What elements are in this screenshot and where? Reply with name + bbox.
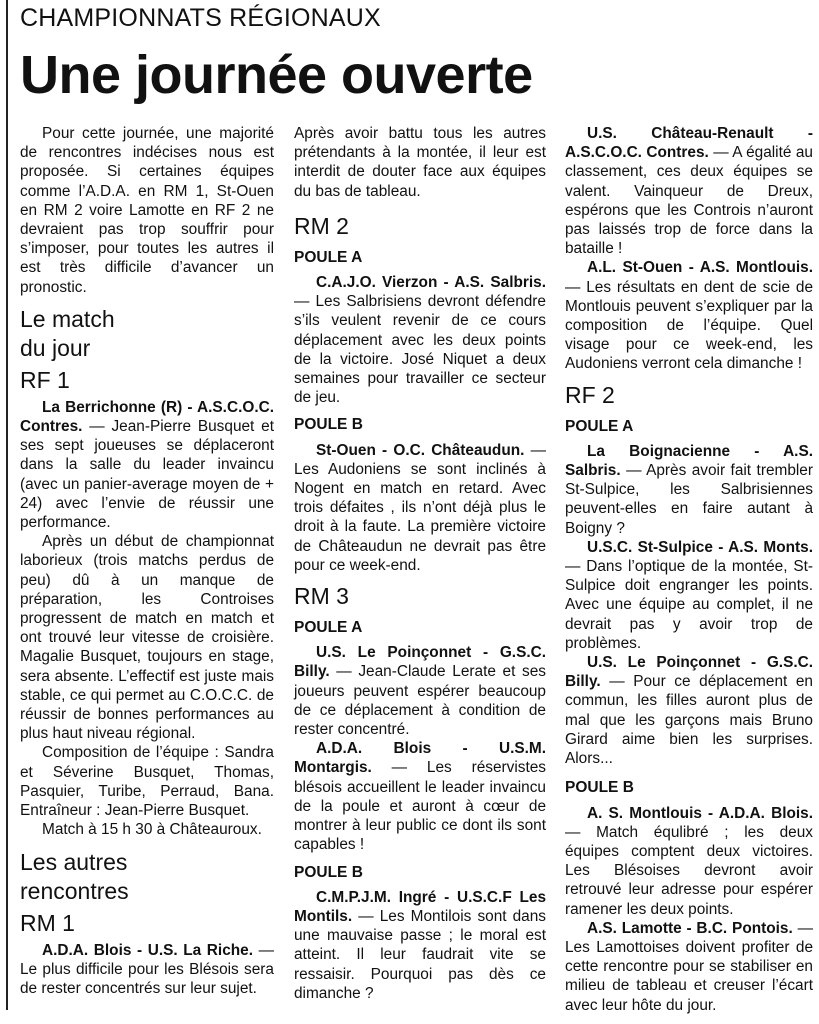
match-paragraph: U.S. Le Poinçonnet - G.S.C. Billy. — Pour ce déplacement en commun, les filles auront plus de mal que les garçons mais Bruno Girard aime bien les surprises. Alors...: [565, 654, 813, 768]
match-title: A. S. Montlouis - A.D.A. Blois.: [587, 804, 813, 822]
poule-a-heading: POULE A: [565, 417, 634, 435]
rf2-heading: RF 2: [565, 381, 615, 408]
match-title: La Berrichonne (R) - A.S.C.O.C. Contres.: [20, 398, 274, 436]
poule-b-heading: POULE B: [294, 863, 363, 881]
match-title: St-Ouen - O.C. Châteaudun.: [316, 441, 525, 459]
body-paragraph: Après un début de championnat laborieux (trois matchs perdus de peu) dû à un manque de préparation, les Controises progressent de match en match et ont trouvé leur vitesse de croisière. Magalie Busquet, toujours en stage, sera absente. L’effectif est juste mais stable, ce qui permet au C.O.C.C. de réussir de bonnes performances au plus haut niveau régional.: [20, 533, 274, 743]
match-title: C.A.J.O. Vierzon - A.S. Salbris.: [316, 274, 546, 292]
match-paragraph: A.S. Lamotte - B.C. Pontois. — Les Lamottoises doivent profiter de cette rencontre pour se stabiliser en milieu de tableau et creuser l’écart avec leur hôte du jour.: [565, 919, 813, 1014]
article-column-3: [565, 124, 813, 1015]
match-title: A.D.A. Blois - U.S. La Riche.: [42, 941, 253, 959]
match-du-jour-heading: Le match du jour: [20, 305, 115, 361]
match-paragraph: La Boignacienne - A.S. Salbris. — Après avoir fait trembler St-Sulpice, les Salbrisiennes peuvent-elles en faire autant à Boigny ?: [565, 442, 813, 537]
match-title: La Boignacienne - A.S. Salbris.: [565, 442, 813, 480]
body-paragraph: Après avoir battu tous les autres prétendants à la montée, il leur est interdit de douter face aux équipes du bas de tableau.: [294, 125, 546, 200]
article-column-2: [294, 124, 546, 1003]
match-title: C.M.P.J.M. Ingré - U.S.C.F Les Montils.: [294, 888, 546, 925]
rm1-match-paragraph: A.D.A. Blois - U.S. La Riche. — Le plus difficile pour les Blésois sera de rester concentrés sur leur sujet.: [20, 941, 274, 997]
poule-a-heading: POULE A: [294, 619, 363, 637]
match-paragraph: A. S. Montlouis - A.D.A. Blois. — Match équlibré ; les deux équipes comptent deux victoires. Les Blésoises devront avoir retrouvé leur adresse pour espérer ramener les deux points.: [565, 804, 813, 918]
match-paragraph: A.D.A. Blois - U.S.M. Montargis. — Les réservistes blésois accueillent le leader invaincu de la poule et auront à cœur de montrer à leur public ce dont ils sont capables !: [294, 740, 546, 854]
intro-paragraph: Pour cette journée, une majorité de rencontres indécises nous est proposée. Si certaines équipes comme l’A.D.A. en RM 1, St-Ouen en RM 2 voire Lamotte en RF 2 ne devraient pas trop souffrir pour s’imposer, pour toutes les autres il est très difficile d’avancer un pronostic.: [20, 125, 274, 296]
poule-a-heading: POULE A: [294, 248, 363, 266]
match-title: A.L. St-Ouen - A.S. Montlouis.: [587, 259, 813, 277]
match-time-paragraph: Match à 15 h 30 à Châteauroux.: [42, 821, 262, 839]
rf1-match-paragraph: La Berrichonne (R) - A.S.C.O.C. Contres. — Jean-Pierre Busquet et ses sept joueuses se déplaceront dans la salle du leader invaincu (avec un panier-average moyen de + 24) avec l’envie de réussir une performance.: [20, 398, 274, 532]
match-paragraph: C.M.P.J.M. Ingré - U.S.C.F Les Montils. — Les Montilois sont dans une mauvaise passe ; le moral est atteint. Il leur faudrait vite se ressaisir. Pourquoi pas dès ce dimanche ?: [294, 888, 546, 1002]
match-title: U.S.C. St-Sulpice - A.S. Monts.: [587, 538, 813, 556]
headline: Une journée ouverte: [20, 45, 533, 105]
match-title: U.S. Château-Renault - A.S.C.O.C. Contres.: [565, 125, 813, 162]
match-title: A.S. Lamotte - B.C. Pontois.: [587, 919, 793, 937]
match-paragraph: St-Ouen - O.C. Châteaudun. — Les Audoniens se sont inclinés à Nogent en match en retard. Avec trois défaites , ils n’ont déjà plus le droit à la faute. La première victoire de Châteaudun ne devrait pas être pour ce week-end.: [294, 441, 546, 574]
team-composition-paragraph: Composition de l’équipe : Sandra et Séverine Busquet, Thomas, Pasquier, Turibe, Perraud, Bana. Entraîneur : Jean-Pierre Busquet.: [20, 744, 274, 820]
poule-b-heading: POULE B: [294, 416, 363, 434]
match-title: U.S. Le Poinçonnet - G.S.C. Billy.: [294, 644, 546, 681]
match-title: A.D.A. Blois - U.S.M. Montargis.: [294, 740, 546, 777]
autres-rencontres-heading: Les autres rencontres: [20, 848, 129, 904]
match-paragraph: U.S. Château-Renault - A.S.C.O.C. Contres. — A égalité au classement, ces deux équipes se valent. Vainqueur de Dreux, espérons que les Controis n’auront pas laissés trop de force dans la bataille !: [565, 125, 813, 258]
match-paragraph: C.A.J.O. Vierzon - A.S. Salbris. — Les Salbrisiens devront défendre s’ils veulent revenir de ce cours déplacement avec les deux points de la victoire. José Niquet a deux semaines pour travailler ce secteur de jeu.: [294, 274, 546, 407]
rm3-heading: RM 3: [294, 583, 349, 610]
section-kicker: CHAMPIONNATS RÉGIONAUX: [20, 4, 381, 32]
column-rule: [6, 0, 8, 1010]
match-paragraph: U.S. Le Poinçonnet - G.S.C. Billy. — Jean-Claude Lerate et ses joueurs peuvent espérer beaucoup de ce déplacement à condition de rester concentré.: [294, 644, 546, 739]
rm2-heading: RM 2: [294, 212, 349, 239]
rm1-heading: RM 1: [20, 909, 75, 936]
article-column-1: [20, 124, 274, 998]
match-paragraph: U.S.C. St-Sulpice - A.S. Monts. — Dans l’optique de la montée, St-Sulpice doit engranger les points. Avec une équipe au complet, il ne devrait pas y avoir trop de problèmes.: [565, 538, 813, 652]
poule-b-heading: POULE B: [565, 779, 634, 797]
rf1-heading: RF 1: [20, 366, 70, 393]
match-title: U.S. Le Poinçonnet - G.S.C. Billy.: [565, 654, 813, 691]
match-paragraph: A.L. St-Ouen - A.S. Montlouis. — Les résultats en dent de scie de Montlouis peuvent s’expliquer par la composition de l’équipe. Quel visage pour ce week-end, les Audoniens verront cela dimanche !: [565, 259, 813, 373]
